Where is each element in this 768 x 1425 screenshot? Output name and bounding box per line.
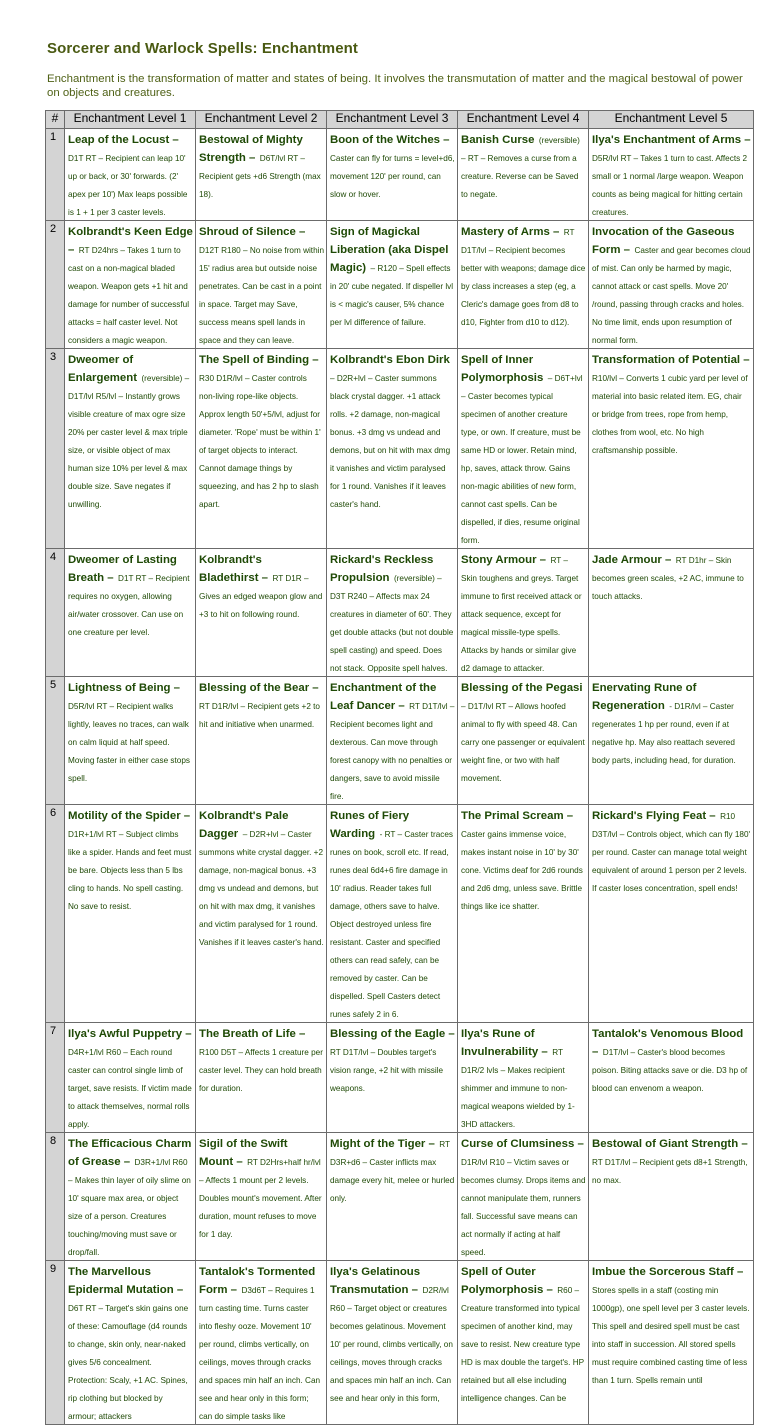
spell-cell [327, 1023, 458, 1133]
spell-name: Bestowal of Mighty Strength – [199, 134, 303, 164]
spell-description: D6T/lvl RT – Recipient gets +d6 Strength (max 18). [199, 154, 321, 199]
spell-name: Leap of the Locust – [68, 134, 179, 146]
spell-name: Invocation of the Gaseous Form – [592, 226, 735, 256]
spell-name: Blessing of the Eagle – [330, 1028, 455, 1040]
spell-name: Kolbrandt's Ebon Dirk [330, 354, 450, 366]
spell-cell [458, 1023, 589, 1133]
table-row [46, 1023, 754, 1133]
row-number: 4 [46, 549, 65, 677]
spell-name: Motility of the Spider – [68, 810, 191, 822]
spell-name: Enchantment of the Leaf Dancer – [330, 682, 437, 712]
spell-description: R100 D5T – Affects 1 creature per caster level. They can hold breath for duration. [199, 1048, 323, 1093]
spell-name: Jade Armour – [592, 554, 672, 566]
spell-description: D1R+1/lvl RT – Subject climbs like a spider. Hands and feet must be bare. Objects less than 5 lbs cling to hands. No spell casting. No save to resist. [68, 830, 192, 911]
spell-name: Lightness of Being – [68, 682, 181, 694]
spell-name: Ilya's Rune of Invulnerability – [461, 1028, 548, 1058]
spell-name: Boon of the Witches – [330, 134, 450, 146]
spell-name: Imbue the Sorcerous Staff – [592, 1266, 744, 1278]
spell-cell [65, 129, 196, 221]
column-header-level-3: Enchantment Level 3 [327, 111, 458, 129]
spell-cell [589, 677, 754, 805]
table-row [46, 677, 754, 805]
spell-name: Transformation of Potential – [592, 354, 750, 366]
spell-cell [589, 549, 754, 677]
spell-cell [589, 129, 754, 221]
spell-name: Shroud of Silence – [199, 226, 306, 238]
spell-description: D5R/lvl RT – Takes 1 turn to cast. Affects 2 small or 1 normal /large weapon. Weapon counts as being magical for hitting certain creatures. [592, 154, 748, 217]
table-row [46, 1133, 754, 1261]
spell-description: D5R/lvl RT – Recipient walks lightly, leaves no traces, can walk on calm liquid at half speed. Moving faster in either case stops spell. [68, 702, 190, 783]
spell-name: Mastery of Arms – [461, 226, 560, 238]
spell-cell [589, 1133, 754, 1261]
column-header-number: # [46, 111, 65, 129]
spell-cell [196, 221, 327, 349]
spell-name: Sign of Magickal Liberation (aka Dispel Magic) [330, 226, 449, 274]
spell-cell [458, 129, 589, 221]
spell-cell [196, 805, 327, 1023]
spell-description: RT D1R/2 lvls – Makes recipient shimmer and immune to non-magical weapons wielded by 1-3HD attackers. [461, 1048, 575, 1129]
spell-cell [327, 677, 458, 805]
table-row [46, 129, 754, 221]
spell-cell [65, 549, 196, 677]
spell-cell [196, 1261, 327, 1425]
spell-cell [458, 1261, 589, 1425]
spell-description: (reversible) – D1T/lvl R5/lvl – Instantly grows visible creature of max ogre size 20% per caster level & max triple size, or visible object of max human size 10% per level & max double size. Save negates if unwilling. [68, 374, 190, 509]
spell-description: RT D1R/lvl – Recipient gets +2 to hit and initiative when unarmed. [199, 702, 320, 729]
spell-name: Kolbrandt's Bladethirst – [199, 554, 268, 584]
spell-cell [458, 349, 589, 549]
spell-cell [327, 549, 458, 677]
spell-name: Curse of Clumsiness – [461, 1138, 584, 1150]
spell-name: Might of the Tiger – [330, 1138, 435, 1150]
spell-name: Blessing of the Pegasi [461, 682, 583, 694]
spell-cell [589, 349, 754, 549]
spell-description: RT D1T/lvl – Recipient becomes better with weapons; damage dice by class increases a step (eg, a Cleric's damage goes from d8 to d10, Fighter from d10 to d12). [461, 228, 586, 327]
spell-description: Stores spells in a staff (costing min 1000gp), one spell level per 3 caster levels. This spell and desired spell must be cast into staff in succession. All stored spells must require combined casting time of less than 1 turn. Spells remain until [592, 1286, 750, 1385]
spell-name: Ilya's Gelatinous Transmutation – [330, 1266, 421, 1296]
spell-cell [196, 549, 327, 677]
spell-cell [196, 1023, 327, 1133]
row-number: 8 [46, 1133, 65, 1261]
column-header-level-2: Enchantment Level 2 [196, 111, 327, 129]
spell-description: R10 D3T/lvl – Controls object, which can fly 180' per round. Caster can manage total weight equivalent of around 1 person per 2 levels. If caster loses concentration, spell ends! [592, 812, 751, 893]
spell-name: Runes of Fiery Warding [330, 810, 410, 840]
spell-description: RT D24hrs – Takes 1 turn to cast on a non-magical bladed weapon. Weapon gets +1 hit and damage for number of successful attacks = half caster level. Not considers a magic weapon. [68, 246, 190, 345]
spell-name: The Spell of Binding – [199, 354, 319, 366]
spell-cell [327, 805, 458, 1023]
spell-description: D4R+1/lvl R60 – Each round caster can control single limb of target, save resists. If victim made to attack themselves, normal rolls apply. [68, 1048, 192, 1129]
page-title: Sorcerer and Warlock Spells: Enchantment [47, 40, 359, 57]
spell-name: Blessing of the Bear – [199, 682, 319, 694]
spell-cell [196, 677, 327, 805]
spell-description: D3R+1/lvl R60 – Makes thin layer of oily slime on 10' square max area, or object size of a person. Creatures touching/moving must save or drop/fall. [68, 1158, 191, 1257]
row-number: 1 [46, 129, 65, 221]
spell-description: D1R/lvl R10 – Victim saves or becomes clumsy. Drops items and cannot manipulate them, runners fall. Successful save means can act normally if acting at half speed. [461, 1158, 586, 1257]
spell-name: The Primal Scream – [461, 810, 574, 822]
spell-cell [327, 1261, 458, 1425]
spell-cell [589, 1023, 754, 1133]
spell-cell [65, 1261, 196, 1425]
spell-cell [327, 1133, 458, 1261]
spell-description: – D6T+lvl – Caster becomes typical specimen of another creature type, or own. If creature, must be same HD or lower. Retain mind, hp, saves, attack throw. Gains non-magic abilities of new form, cannot cast spells. Can be dispelled, if dies, resume original form. [461, 374, 583, 545]
spell-description: – D2R+lvl – Caster summons black crystal dagger. +1 attack rolls. +2 damage, non-magical bonus. +3 dmg vs undead and demons, but on hit with max dmg it vanishes and victim paralysed for 1 round. Vanishes if it leaves caster's hand. [330, 374, 451, 509]
spell-name: Ilya's Awful Puppetry – [68, 1028, 192, 1040]
spell-description: RT D1T/lvl – Doubles target's vision range, +2 hit with missile weapons. [330, 1048, 444, 1093]
spell-description: D1T/lvl – Caster's blood becomes poison. Biting attacks save or die. D3 hp of blood can envenom a weapon. [592, 1048, 748, 1093]
spell-name: The Marvellous Epidermal Mutation – [68, 1266, 184, 1296]
row-number: 6 [46, 805, 65, 1023]
spell-description: (reversible) – D3T R240 – Affects max 24 creatures in diameter of 60'. They get double attacks (but not double spell casting) and speed. Does not stack. Opposite spell halves. [330, 574, 454, 673]
spell-cell [196, 1133, 327, 1261]
spell-name: Stony Armour – [461, 554, 547, 566]
table-row [46, 549, 754, 677]
spell-cell [65, 221, 196, 349]
spell-name: Dweomer of Enlargement [68, 354, 137, 384]
spell-cell [458, 1133, 589, 1261]
spell-description: RT D1hr – Skin becomes green scales, +2 AC, immune to touch attacks. [592, 556, 744, 601]
spell-cell [327, 349, 458, 549]
spell-cell [589, 805, 754, 1023]
spell-table [45, 110, 754, 1425]
spell-description: D12T R180 – No noise from within 15' radius area but outside noise penetrates. Can be cast in a point in space. Target may Save, success means spell lands in space and they can leave. [199, 246, 324, 345]
spell-name: Spell of Outer Polymorphosis – [461, 1266, 553, 1296]
spell-description: D1T RT – Recipient can leap 10' up or back, or 30' forwards. (2' apex per 10') Max leaps possible is 1 + 1 per 3 caster levels. [68, 154, 188, 217]
spell-description: RT D2Hrs+half hr/lvl – Affects 1 mount per 2 levels. Doubles mount's movement. After duration, mount refuses to move for 1 day. [199, 1158, 322, 1239]
spell-name: The Efficacious Charm of Grease – [68, 1138, 192, 1168]
spell-description: R10/lvl – Converts 1 cubic yard per level of material into basic related item. EG, chair or bridge from trees, rope from hemp, clothes from wool, etc. No high craftsmanship possible. [592, 374, 748, 455]
spell-description: D1T RT – Recipient requires no oxygen, allowing air/water crossover. Can use on one creature per level. [68, 574, 190, 637]
spell-name: Bestowal of Giant Strength – [592, 1138, 748, 1150]
spell-description: – D2R+lvl – Caster summons white crystal dagger. +2 damage, non-magical bonus. +3 dmg vs undead and demons, but on hit with max dmg, it vanishes and victim paralysed for 1 round. Vanishes if it leaves caster's hand. [199, 830, 324, 947]
spell-description: D2R/lvl R60 – Target object or creatures becomes gelatinous. Movement 10' per round, climbs vertically, on ceilings, moves through cracks and spaces min half an inch. Can see and hear only in this form, [330, 1286, 453, 1403]
spell-name: Rickard's Reckless Propulsion [330, 554, 434, 584]
table-row [46, 1261, 754, 1425]
spell-description: - D1R/lvl – Caster regenerates 1 hp per round, even if at negative hp. May also reattach severed body parts, including head, for duration. [592, 702, 736, 765]
spell-description: RT D1R – Gives an edged weapon glow and +3 to hit on following round. [199, 574, 323, 619]
spell-description: Caster and gear becomes cloud of mist. Can only be harmed by magic, cannot attack or cast spells. Move 20' /round, passing through cracks and holes. No time limit, ends upon resumption of normal form. [592, 246, 751, 345]
spell-description: R30 D1R/lvl – Caster controls non-living rope-like objects. Approx length 50'+5/lvl, adjust for diameter. 'Rope' must be within 1' of target objects to interact. Cannot damage things by squeezing, and has 2 hp to slash apart. [199, 374, 321, 509]
row-number: 5 [46, 677, 65, 805]
spell-cell [589, 1261, 754, 1425]
spell-cell [458, 549, 589, 677]
table-header-row [46, 111, 754, 129]
spell-description: RT D1T/lvl – Recipient gets d8+1 Strength, no max. [592, 1158, 748, 1185]
spell-cell [65, 1023, 196, 1133]
column-header-level-1: Enchantment Level 1 [65, 111, 196, 129]
spell-description: R60 – Creature transformed into typical specimen of another kind, may save to resist. New creature type HD is max double the target's. HP retained but all else including intelligence changes. Can be [461, 1286, 584, 1403]
row-number: 2 [46, 221, 65, 349]
spell-cell [196, 349, 327, 549]
spell-name: Tantalok's Venomous Blood – [592, 1028, 744, 1058]
spell-description: RT D3R+d6 – Caster inflicts max damage every hit, melee or hurled only. [330, 1140, 455, 1203]
spell-description: – R120 – Spell effects in 20' cube negated. If dispeller lvl is < magic's causer, 5% chance per lvl difference of failure. [330, 264, 454, 327]
table-row [46, 349, 754, 549]
spell-cell [65, 349, 196, 549]
spell-description: RT – Skin toughens and greys. Target immune to first received attack or attack sequence, except for magical missile-type spells. Attacks by hands or similar give d2 damage to attacker. [461, 556, 582, 673]
spell-name: Kolbrandt's Pale Dagger [199, 810, 289, 840]
spell-cell [65, 805, 196, 1023]
table-row [46, 805, 754, 1023]
spell-name: Ilya's Enchantment of Arms – [592, 134, 751, 146]
spell-name: Banish Curse [461, 134, 535, 146]
spell-name: Kolbrandt's Keen Edge – [68, 226, 193, 256]
spell-name: Sigil of the Swift Mount – [199, 1138, 288, 1168]
column-header-level-5: Enchantment Level 5 [589, 111, 754, 129]
row-number: 7 [46, 1023, 65, 1133]
spell-cell [458, 221, 589, 349]
spell-name: Rickard's Flying Feat – [592, 810, 716, 822]
spell-cell [65, 1133, 196, 1261]
intro-paragraph: Enchantment is the transformation of matter and states of being. It involves the transmutation of matter and the magical bestowal of power on objects and creatures. [47, 73, 743, 99]
spell-name: The Breath of Life – [199, 1028, 306, 1040]
spell-name: Spell of Inner Polymorphosis [461, 354, 544, 384]
table-row [46, 221, 754, 349]
spell-description: D6T RT – Target's skin gains one of these: Camouflage (d4 rounds to change, skin only, near-naked gives 5/6 concealment. Protection: Scaly, +1 AC. Spines, rip clothing but blocked by armour; attackers [68, 1304, 189, 1421]
row-number: 3 [46, 349, 65, 549]
spell-description: Caster gains immense voice, makes instant noise in 10' by 30' cone. Victims deaf for 2d6 rounds and 2d6 dmg, unless save. Brittle things like ice shatter. [461, 830, 583, 911]
spell-cell [458, 677, 589, 805]
spell-description: - RT – Caster traces runes on book, scroll etc. If read, runes deal 6d4+6 fire damage in 10' radius. Reader takes full damage, others save to halve. Object destroyed unless fire resistant. Caster and specified others can read safely, can be removed by caster. Can be dispelled. Spell Casters detect runes safely 2 in 6. [330, 830, 454, 1019]
spell-cell [327, 129, 458, 221]
spell-description: D3d6T – Requires 1 turn casting time. Turns caster into fleshy ooze. Movement 10' per round, climbs vertically, on ceilings, moves through cracks and spaces min half an inch. Can see and hear only in this form; can do simple tasks like [199, 1286, 321, 1421]
spell-cell [327, 221, 458, 349]
spell-description: – D1T/lvl RT – Allows hoofed animal to fly with speed 48. Can carry one passenger or equivalent weight fine, or two with half movement. [461, 702, 585, 783]
spell-cell [196, 129, 327, 221]
row-number: 9 [46, 1261, 65, 1425]
spell-description: Caster can fly for turns = level+d6, movement 120' per round, can slow or hover. [330, 154, 455, 199]
spell-description: RT D1T/lvl – Recipient becomes light and dexterous. Can move through forest canopy with no penalties or dangers, save to avoid missile fire. [330, 702, 455, 801]
spell-cell [589, 221, 754, 349]
spell-name: Dweomer of Lasting Breath – [68, 554, 177, 584]
spell-name: Enervating Rune of Regeneration [592, 682, 697, 712]
spell-name: Tantalok's Tormented Form – [199, 1266, 316, 1296]
spell-cell [65, 677, 196, 805]
spell-description: (reversible) – RT – Removes a curse from a creature. Reverse can be Saved to negate. [461, 136, 580, 199]
spell-cell [458, 805, 589, 1023]
column-header-level-4: Enchantment Level 4 [458, 111, 589, 129]
